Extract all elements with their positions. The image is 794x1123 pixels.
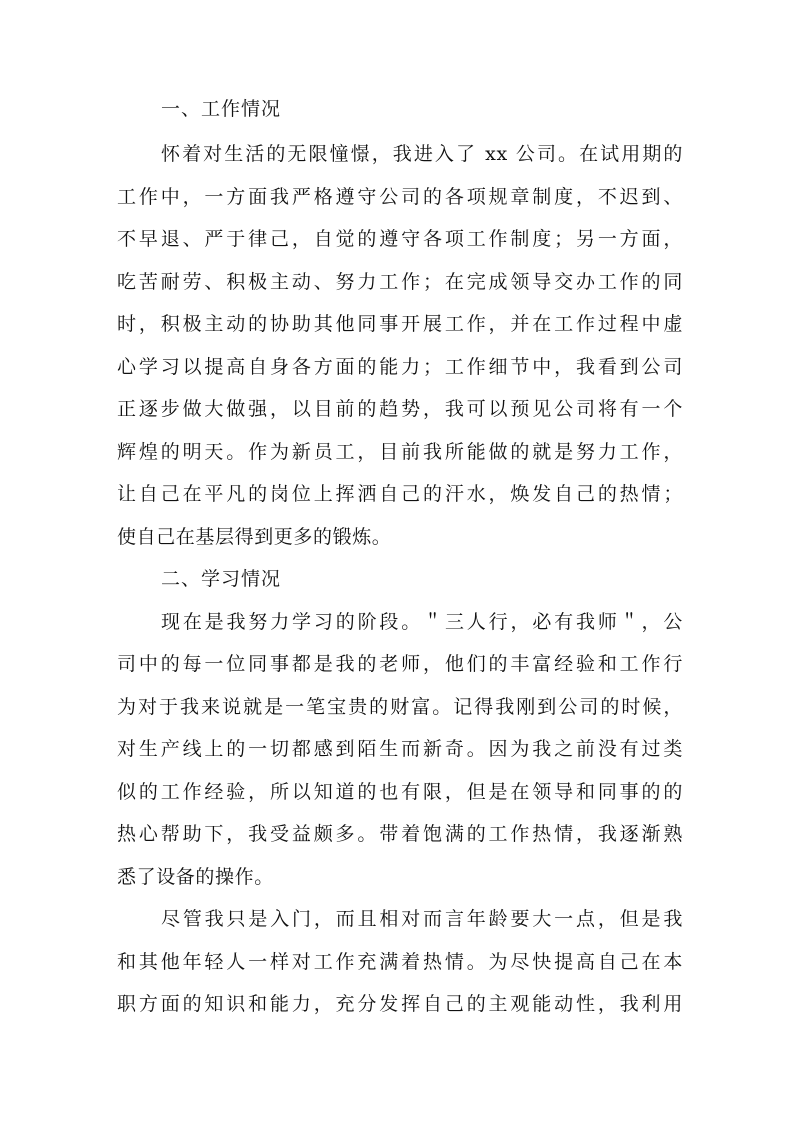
paragraph-line: 心学习以提高自身各方面的能力；工作细节中，我看到公司 [117, 356, 683, 378]
paragraph-line: 怀着对生活的无限憧憬，我进入了 xx 公司。在试用期的 [161, 143, 683, 165]
paragraph-line: 职方面的知识和能力，充分发挥自己的主观能动性，我利用 [117, 993, 683, 1015]
paragraph-line: 对生产线上的一切都感到陌生而新奇。因为我之前没有过类 [117, 738, 683, 760]
paragraph-line: 工作中，一方面我严格遵守公司的各项规章制度，不迟到、 [117, 186, 683, 208]
paragraph-line: 吃苦耐劳、积极主动、努力工作；在完成领导交办工作的同 [117, 271, 683, 293]
paragraph-line: 时，积极主动的协助其他同事开展工作，并在工作过程中虚 [117, 313, 683, 335]
paragraph-line: 不早退、严于律己，自觉的遵守各项工作制度；另一方面， [117, 228, 683, 250]
paragraph-line: 悉了设备的操作。 [117, 866, 274, 888]
paragraph-line: 辉煌的明天。作为新员工，目前我所能做的就是努力工作， [117, 441, 683, 463]
paragraph-line: 热心帮助下，我受益颇多。带着饱满的工作热情，我逐渐熟 [117, 823, 683, 845]
paragraph-line: 司中的每一位同事都是我的老师，他们的丰富经验和工作行 [117, 653, 683, 675]
paragraph-line: 使自己在基层得到更多的锻炼。 [117, 526, 392, 548]
section-heading-study: 二、学习情况 [161, 568, 282, 590]
paragraph-line: 尽管我只是入门，而且相对而言年龄要大一点，但是我 [161, 908, 683, 930]
section-heading-work: 一、工作情况 [161, 98, 282, 120]
paragraph-line: 似的工作经验，所以知道的也有限，但是在领导和同事的的 [117, 781, 683, 803]
paragraph-line: 现在是我努力学习的阶段。＂三人行，必有我师＂，公 [161, 611, 683, 633]
paragraph-line: 和其他年轻人一样对工作充满着热情。为尽快提高自己在本 [117, 951, 683, 973]
paragraph-line: 为对于我来说就是一笔宝贵的财富。记得我刚到公司的时候， [117, 696, 683, 718]
paragraph-line: 让自己在平凡的岗位上挥洒自己的汗水，焕发自己的热情； [117, 483, 683, 505]
paragraph-line: 正逐步做大做强，以目前的趋势，我可以预见公司将有一个 [117, 398, 683, 420]
